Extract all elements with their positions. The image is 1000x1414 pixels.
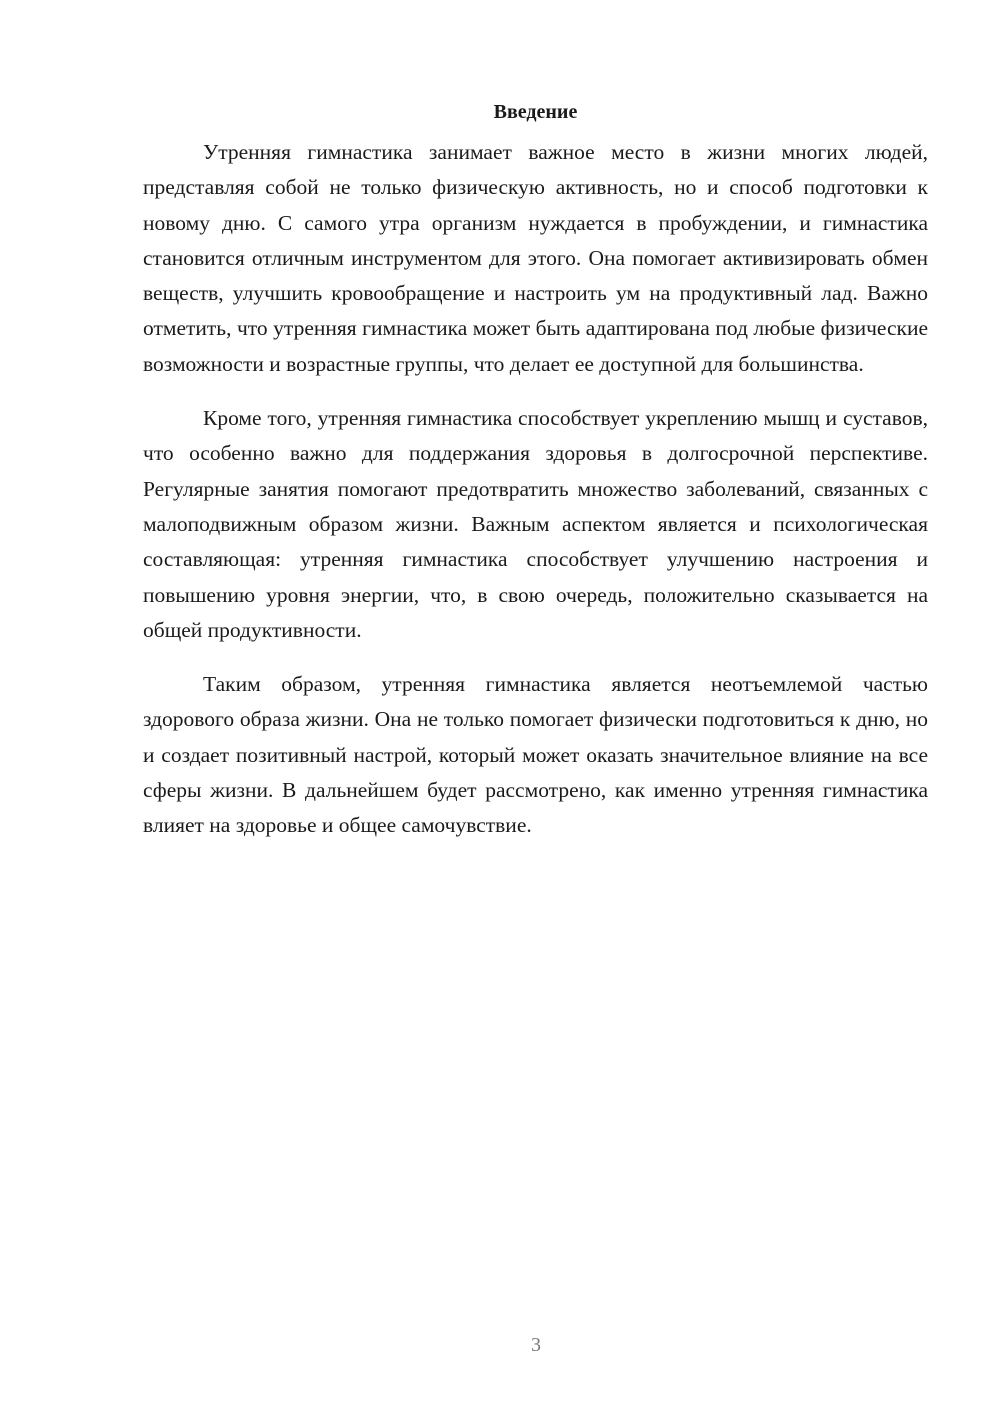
page-content <box>143 97 928 844</box>
section-title: Введение <box>493 101 578 123</box>
paragraph: Кроме того, утренняя гимнастика способствует укреплению мышц и суставов, что особенно важно для поддержания здоровья в долгосрочной перспективе. Регулярные занятия помогают предотвратить множество заболеваний, связанных с малоподвижным образом жизни. Важным аспектом является и психологическая составляющая: утренняя гимнастика способствует улучшению настроения и повышению уровня энергии, что, в свою очередь, положительно сказывается на общей продуктивности. <box>143 406 928 642</box>
paragraph: Утренняя гимнастика занимает важное место в жизни многих людей, представляя собой не только физическую активность, но и способ подготовки к новому дню. С самого утра организм нуждается в пробуждении, и гимнастика становится отличным инструментом для этого. Она помогает активизировать обмен веществ, улучшить кровообращение и настроить ум на продуктивный лад. Важно отметить, что утренняя гимнастика может быть адаптирована под любые физические возможности и возрастные группы, что делает ее доступной для большинства. <box>143 140 928 376</box>
page-number: 3 <box>531 1334 541 1356</box>
paragraph: Таким образом, утренняя гимнастика является неотъемлемой частью здорового образа жизни. Она не только помогает физически подготовиться к дню, но и создает позитивный настрой, который может оказать значительное влияние на все сферы жизни. В дальнейшем будет рассмотрено, как именно утренняя гимнастика влияет на здоровье и общее самочувствие. <box>143 672 928 838</box>
